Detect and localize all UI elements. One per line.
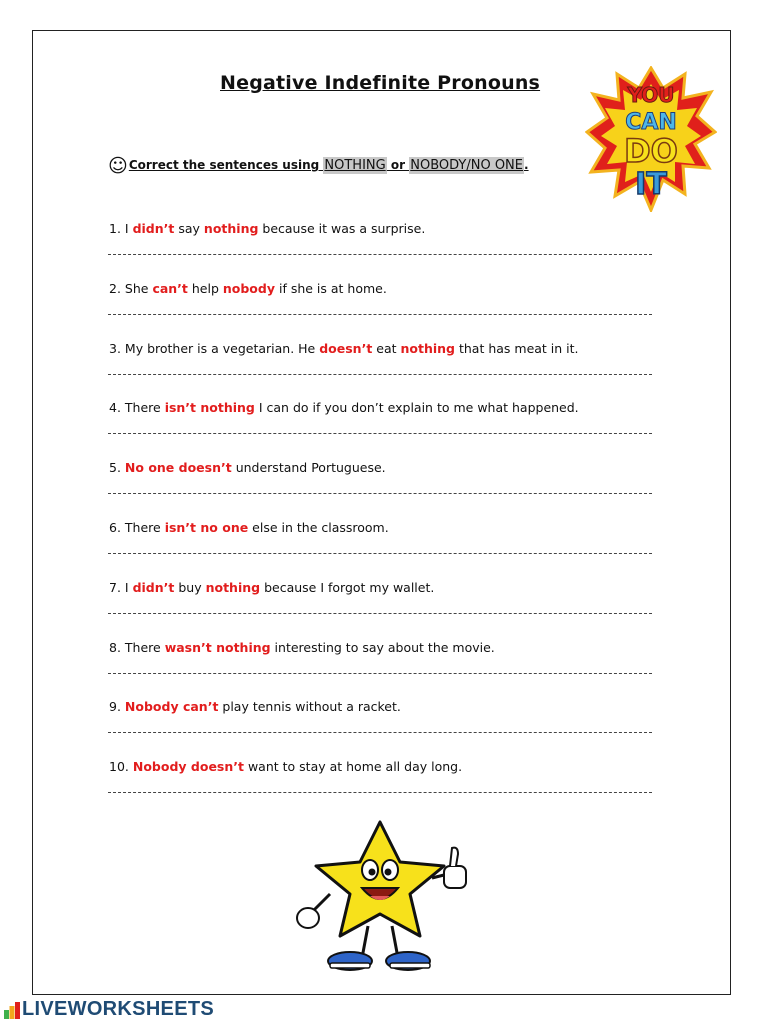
sentence-text: My brother is a vegetarian. He xyxy=(120,340,320,356)
error-word: No one doesn’t xyxy=(124,460,232,476)
exercise-sentence-9 xyxy=(109,699,401,715)
answer-line-5[interactable] xyxy=(108,493,652,494)
error-word: didn’t xyxy=(132,221,175,236)
highlight-nobody-no-one: NOBODY/NO ONE xyxy=(410,158,523,173)
answer-line-3[interactable] xyxy=(108,374,652,375)
error-word: nothing xyxy=(400,340,455,356)
error-word: Nobody doesn’t xyxy=(132,759,244,775)
sentence-text: because I forgot my wallet. xyxy=(260,579,435,595)
worksheet-title: Negative Indefinite Pronouns xyxy=(220,72,541,94)
sentence-text: if she is at home. xyxy=(275,280,387,296)
sentence-text: that has meat in it. xyxy=(455,340,579,356)
thumbs-up-star-icon xyxy=(292,818,474,978)
sentence-text: understand Portuguese. xyxy=(231,460,386,476)
sentence-number: 5. xyxy=(109,460,121,476)
error-word: can’t xyxy=(152,280,188,296)
exercise-sentence-7 xyxy=(109,580,434,596)
error-word: doesn’t xyxy=(319,340,373,356)
badge-word-you: YOU xyxy=(627,83,675,107)
exercise-sentence-5 xyxy=(109,460,386,476)
exercise-sentence-3 xyxy=(109,341,579,357)
error-word: isn’t no one xyxy=(164,520,249,535)
smiley-icon: ☺ xyxy=(108,155,128,177)
sentence-number: 9. xyxy=(109,699,121,715)
sentence-text: because it was a surprise. xyxy=(258,221,426,236)
badge-word-it: IT xyxy=(635,167,667,202)
sentence-number: 6. xyxy=(109,520,121,535)
sentence-text: There xyxy=(120,639,165,655)
sentence-number: 7. xyxy=(109,579,121,595)
sentence-text: interesting to say about the movie. xyxy=(270,639,495,655)
sentence-text: want to stay at home all day long. xyxy=(243,759,463,775)
answer-line-6[interactable] xyxy=(108,553,652,554)
exercise-sentence-2 xyxy=(109,281,387,297)
badge-word-can: CAN xyxy=(625,110,677,135)
sentence-text: I xyxy=(120,221,133,236)
error-word: nobody xyxy=(222,280,275,296)
badge-word-do: DO xyxy=(624,132,678,170)
sentence-text: play tennis without a racket. xyxy=(218,699,401,715)
sentence-number: 10. xyxy=(109,759,129,775)
sentence-text: I xyxy=(120,579,133,595)
sentence-number: 4. xyxy=(109,400,121,416)
highlight-nothing: NOTHING xyxy=(324,158,386,173)
sentence-number: 1. xyxy=(109,221,121,236)
error-word: isn’t nothing xyxy=(164,400,255,416)
answer-line-9[interactable] xyxy=(108,732,652,733)
sentence-text: help xyxy=(187,280,223,296)
footer-brand-text: LIVEWORKSHEETS xyxy=(22,998,214,1020)
sentence-text: She xyxy=(120,280,153,296)
error-word: didn’t xyxy=(132,579,175,595)
sentence-number: 3. xyxy=(109,340,121,356)
sentence-text: else in the classroom. xyxy=(248,520,389,535)
answer-line-1[interactable] xyxy=(108,254,652,255)
sentence-text: buy xyxy=(174,579,206,595)
answer-line-2[interactable] xyxy=(108,314,652,315)
sentence-text: There xyxy=(120,520,165,535)
instruction-text: Correct the sentences using NOTHING or NOBODY/NO ONE. xyxy=(128,158,529,173)
answer-line-8[interactable] xyxy=(108,673,652,674)
error-word: wasn’t nothing xyxy=(164,639,271,655)
sentence-number: 2. xyxy=(109,280,121,296)
answer-line-7[interactable] xyxy=(108,613,652,614)
exercise-sentence-10 xyxy=(109,759,462,775)
exercise-sentence-8 xyxy=(109,640,495,656)
error-word: nothing xyxy=(205,579,261,595)
sentence-text: eat xyxy=(372,340,401,356)
footer-brand xyxy=(4,998,214,1021)
exercise-sentence-6 xyxy=(109,520,389,536)
exercise-sentence-4 xyxy=(109,400,579,416)
liveworksheets-logo-icon xyxy=(4,1001,20,1019)
exercise-sentence-1 xyxy=(109,221,425,237)
sentence-text: There xyxy=(120,400,165,416)
instruction-line xyxy=(108,156,529,175)
sentence-number: 8. xyxy=(109,639,121,655)
answer-line-10[interactable] xyxy=(108,792,652,793)
error-word: Nobody can’t xyxy=(124,699,219,715)
you-can-do-it-badge-icon xyxy=(585,66,717,212)
sentence-text: say xyxy=(174,221,204,236)
answer-line-4[interactable] xyxy=(108,433,652,434)
sentence-text: I can do if you don’t explain to me what happened. xyxy=(254,400,579,416)
error-word: nothing xyxy=(203,221,259,236)
